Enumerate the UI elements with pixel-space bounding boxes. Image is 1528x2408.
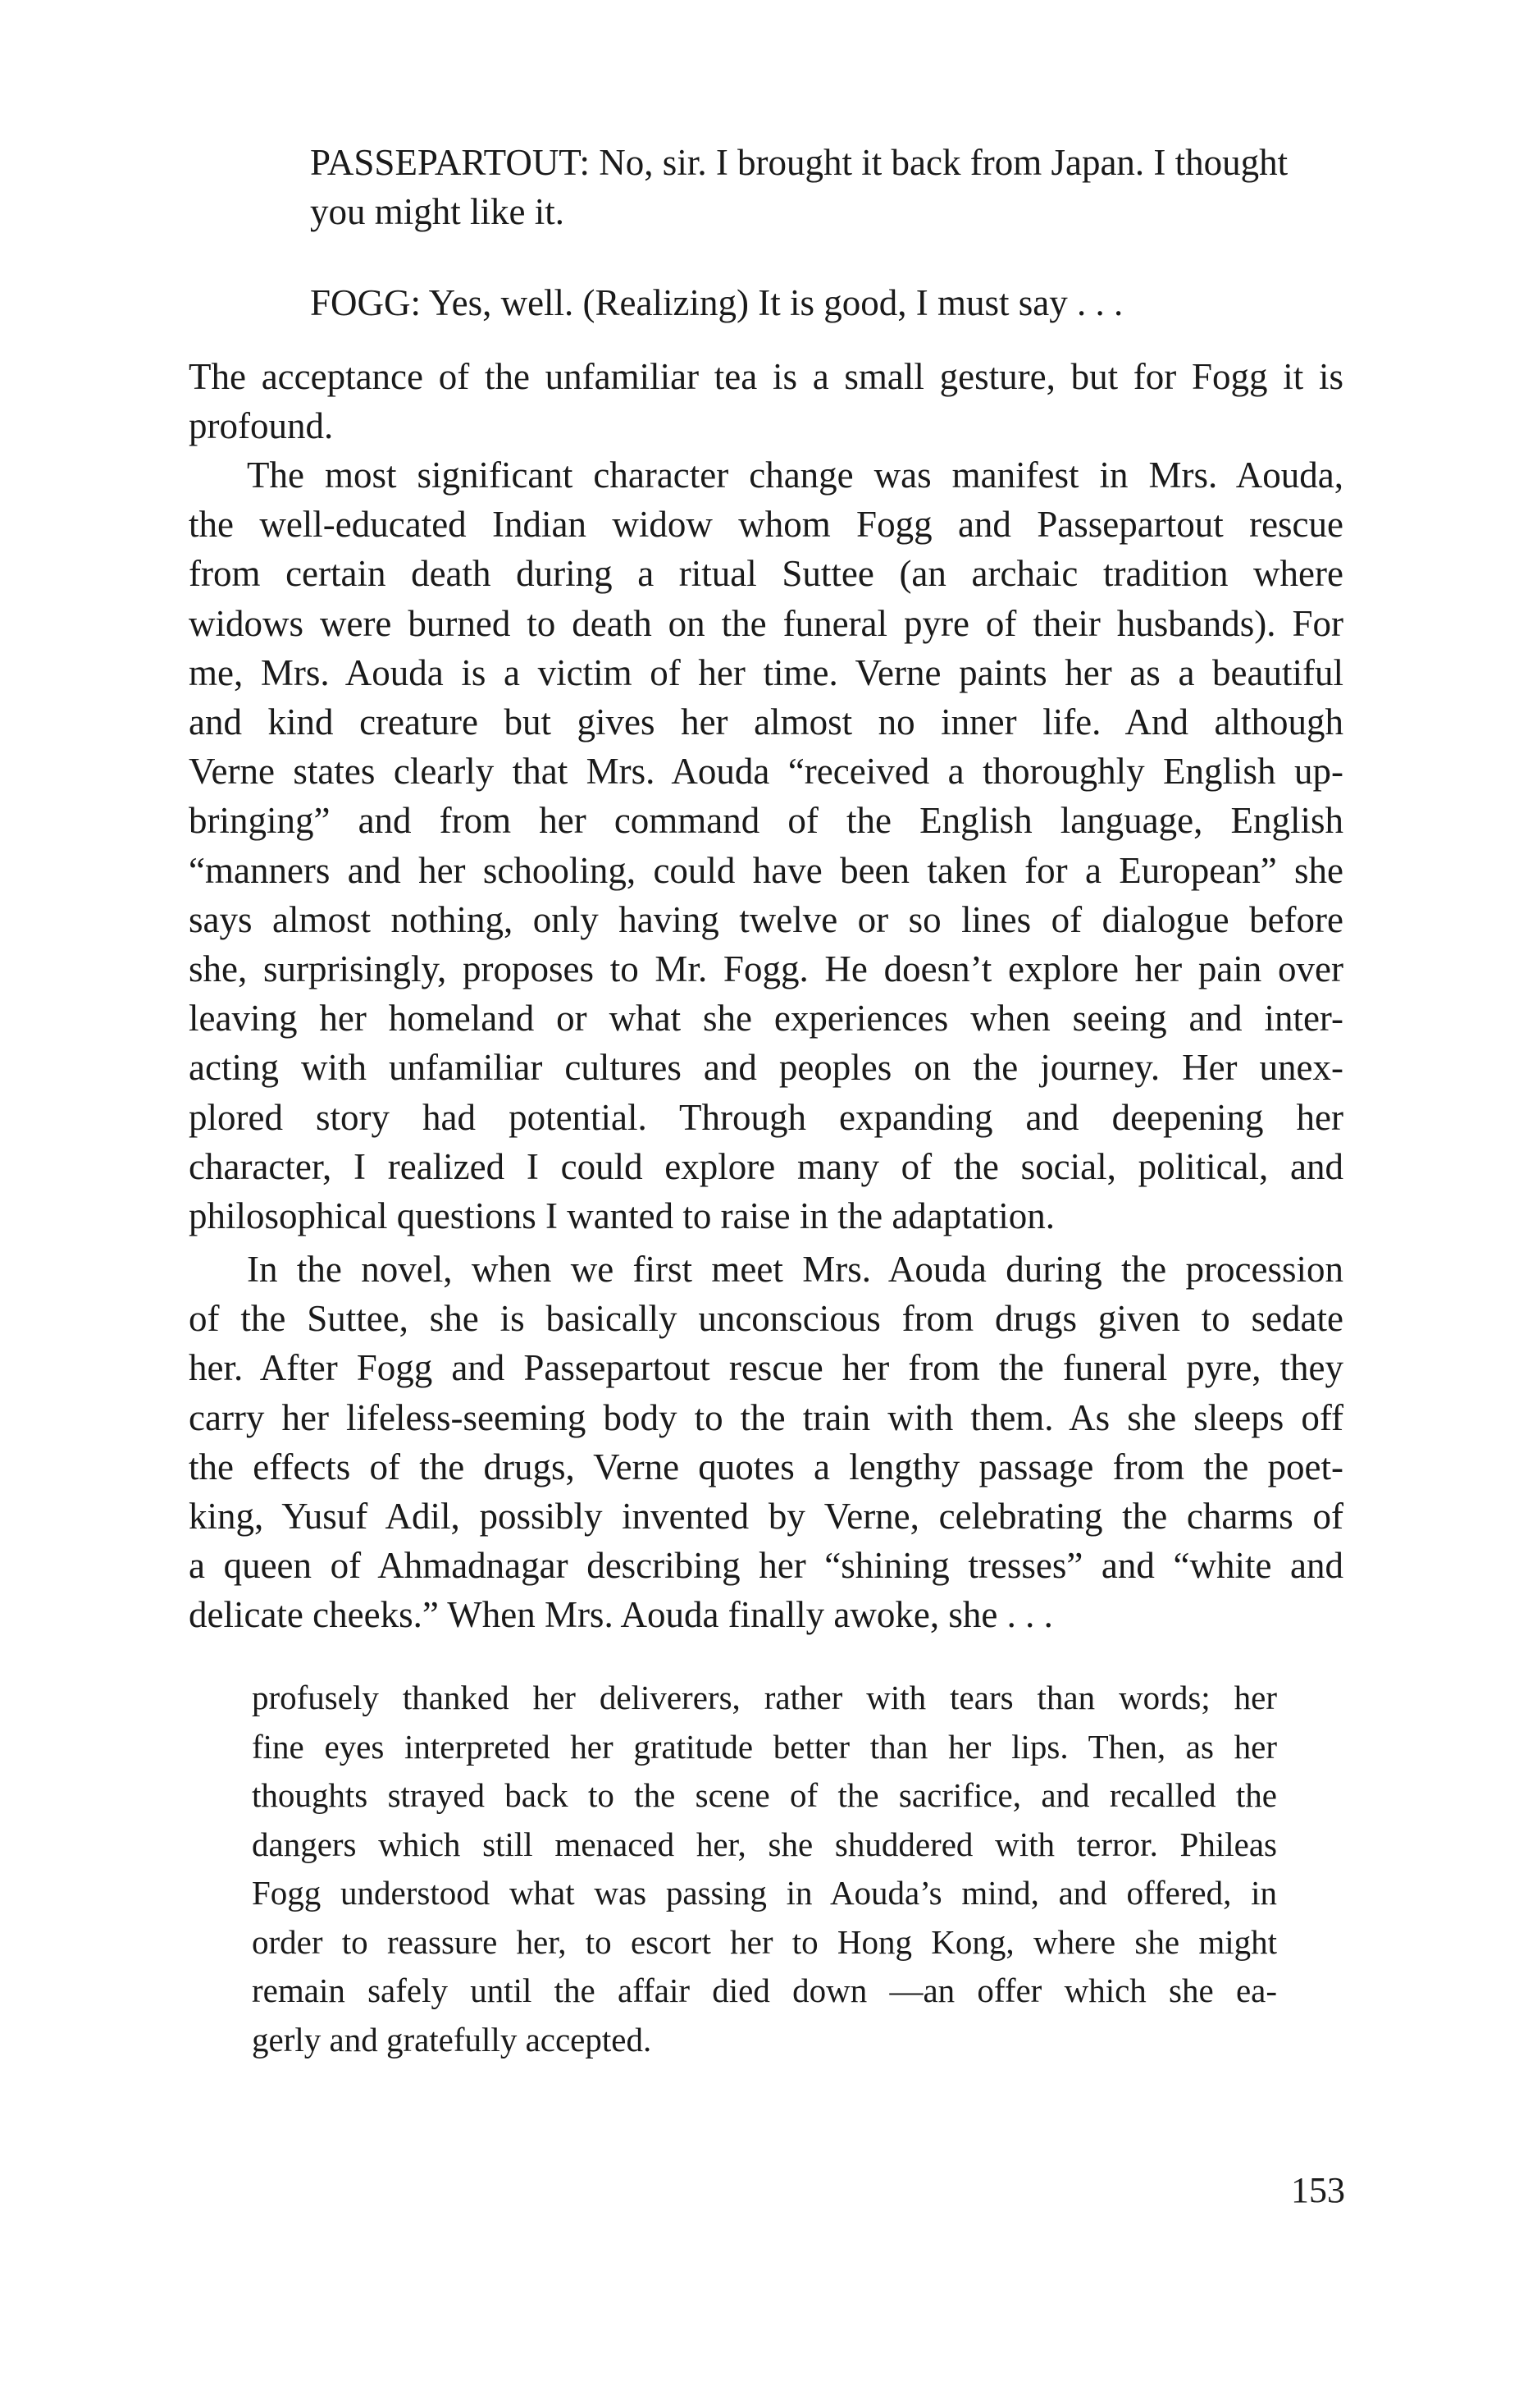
- dialogue-line: you might like it.: [310, 191, 564, 232]
- quote-line: order to reassure her, to escort her to Hong Kong, where she might: [252, 1922, 1277, 1961]
- text-line: plored story had potential. Through expanding and deepening her: [189, 1096, 1343, 1138]
- dialogue-line: PASSEPARTOUT: No, sir. I brought it back from Japan. I thought: [310, 142, 1289, 183]
- paragraph-novel-aouda: [189, 1245, 1343, 1640]
- text-line: a queen of Ahmadnagar describing her “shining tresses” and “white and: [189, 1545, 1343, 1587]
- text-line: and kind creature but gives her almost no inner life. And although: [189, 701, 1343, 743]
- text-line: The acceptance of the unfamiliar tea is a small gesture, but for Fogg it is: [189, 356, 1343, 397]
- quote-line: dangers which still menaced her, she shuddered with terror. Phileas: [252, 1825, 1277, 1863]
- text-line: king, Yusuf Adil, possibly invented by Verne, celebrating the charms of: [189, 1496, 1343, 1538]
- text-line: she, surprisingly, proposes to Mr. Fogg. He doesn’t explore her pain over: [189, 948, 1343, 990]
- text-line: philosophical questions I wanted to raise in the adaptation.: [189, 1195, 1056, 1237]
- text-line: the well-educated Indian widow whom Fogg and Passepartout rescue: [189, 504, 1343, 546]
- text-line: acting with unfamiliar cultures and peoples on the journey. Her unex-: [189, 1047, 1343, 1089]
- text-line: “manners and her schooling, could have been taken for a European” she: [189, 849, 1343, 891]
- quote-line: remain safely until the affair died down —an offer which she ea-: [252, 1972, 1277, 2009]
- text-line: me, Mrs. Aouda is a victim of her time. Verne paints her as a beautiful: [189, 651, 1343, 693]
- dialogue-fogg: [310, 278, 1343, 327]
- dialogue-passepartout: [310, 138, 1343, 236]
- quote-line: Fogg understood what was passing in Aouda’s mind, and offered, in: [252, 1874, 1277, 1912]
- text-line: of the Suttee, she is basically unconscious from drugs given to sedate: [189, 1298, 1343, 1340]
- text-line: the effects of the drugs, Verne quotes a lengthy passage from the poet-: [189, 1446, 1343, 1487]
- quote-line: fine eyes interpreted her gratitude better than her lips. Then, as her: [252, 1727, 1277, 1766]
- block-quote: [252, 1674, 1277, 2064]
- paragraph-tea-acceptance: [189, 352, 1343, 450]
- text-line: Verne states clearly that Mrs. Aouda “received a thoroughly English up-: [189, 751, 1343, 793]
- page-number: 153: [1291, 2170, 1345, 2210]
- quote-line: gerly and gratefully accepted.: [252, 2020, 652, 2058]
- text-line: leaving her homeland or what she experiences when seeing and inter-: [189, 998, 1343, 1040]
- quote-line: profusely thanked her deliverers, rather with tears than words; her: [252, 1679, 1277, 1716]
- paragraph-character-change: [189, 450, 1343, 1241]
- text-line: carry her lifeless-seeming body to the train with them. As she sleeps off: [189, 1396, 1343, 1438]
- text-line: bringing” and from her command of the English language, English: [189, 800, 1343, 842]
- dialogue-line: FOGG: Yes, well. (Realizing) It is good, I must say . . .: [310, 282, 1124, 323]
- text-line: The most significant character change was manifest in Mrs. Aouda,: [247, 455, 1343, 496]
- text-line: character, I realized I could explore many of the social, political, and: [189, 1145, 1343, 1187]
- text-line: profound.: [189, 405, 334, 447]
- quote-line: thoughts strayed back to the scene of the sacrifice, and recalled the: [252, 1776, 1277, 1814]
- text-line: her. After Fogg and Passepartout rescue her from the funeral pyre, they: [189, 1347, 1343, 1389]
- text-line: delicate cheeks.” When Mrs. Aouda finally awoke, she . . .: [189, 1594, 1053, 1636]
- text-line: widows were burned to death on the funeral pyre of their husbands). For: [189, 602, 1343, 644]
- text-line: says almost nothing, only having twelve or so lines of dialogue before: [189, 898, 1343, 940]
- text-line: In the novel, when we first meet Mrs. Aouda during the procession: [247, 1249, 1343, 1290]
- text-line: from certain death during a ritual Suttee (an archaic tradition where: [189, 553, 1343, 595]
